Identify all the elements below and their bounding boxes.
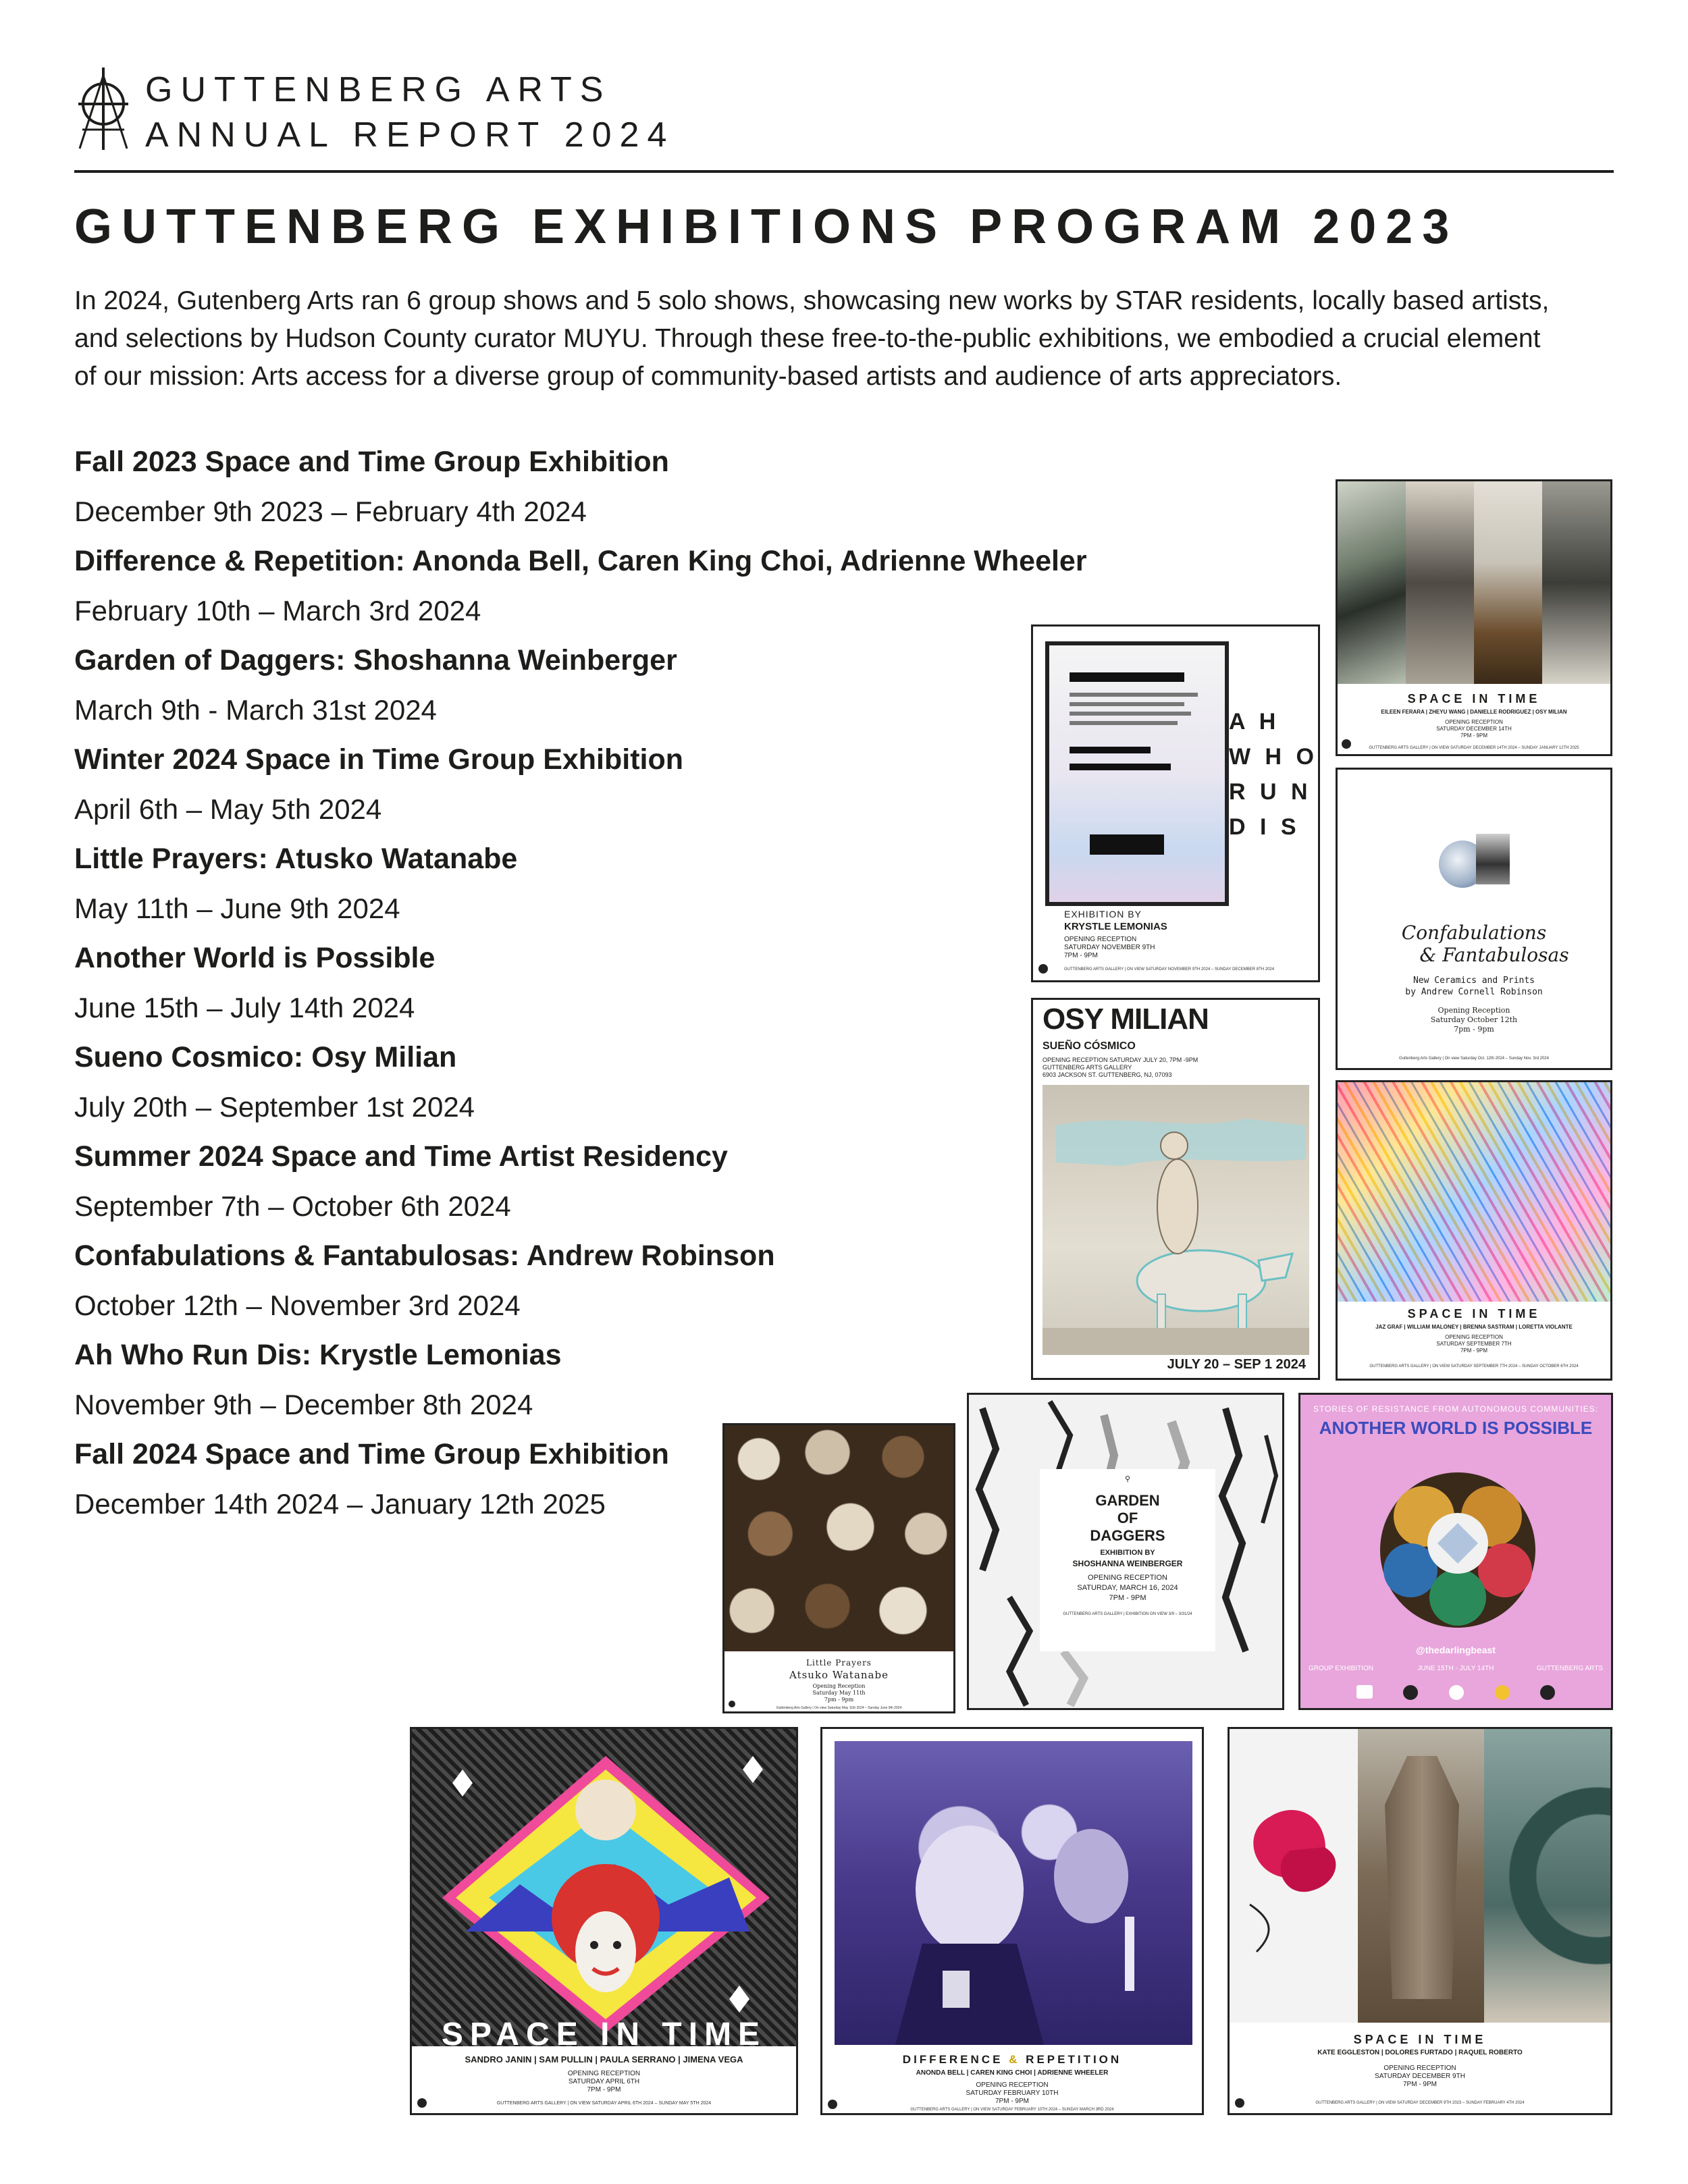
poster-artist: OSY MILIAN: [1043, 1003, 1209, 1036]
exhibition-title: Difference & Repetition: Anonda Bell, Caren King Choi, Adrienne Wheeler: [74, 545, 1087, 577]
poster-reception: OPENING RECEPTION: [1445, 719, 1503, 725]
poster-time: 7PM - 9PM: [1109, 1594, 1146, 1602]
poster-reception: OPENING RECEPTION: [976, 2081, 1049, 2089]
poster-heading: SPACE IN TIME: [1407, 1307, 1541, 1321]
intro-paragraph: [74, 282, 1620, 396]
poster-date: SATURDAY DECEMBER 14TH: [1436, 726, 1512, 732]
exhibition-dates: February 10th – March 3rd 2024: [74, 595, 481, 627]
intro-line: and selections by Hudson County curator MUYU. Through these free-to-the-public exhibitions, we embodied a crucial element: [74, 324, 1541, 353]
poster-artists: ANONDA BELL | CAREN KING CHOI | ADRIENNE WHEELER: [916, 2069, 1109, 2077]
exhibition-title: Sueno Cosmico: Osy Milian: [74, 1041, 457, 1073]
poster-date: SATURDAY FEBRUARY 10TH: [966, 2089, 1059, 2097]
poster-artwork: [835, 1741, 1192, 2045]
exhibition-dates: October 12th – November 3rd 2024: [74, 1289, 521, 1321]
gallery-badge-icon: [417, 2098, 427, 2108]
poster-reception: Opening Reception: [812, 1683, 866, 1689]
poster-artwork: [1230, 1729, 1610, 2023]
poster-footer: GUTTENBERG ARTS GALLERY | ON VIEW SATURDAY DECEMBER 14TH 2024 – SUNDAY JANUARY 12TH 2025: [1369, 746, 1579, 750]
poster-info-panel: [1040, 1469, 1215, 1651]
poster-heading-part: REPETITION: [1026, 2053, 1122, 2066]
exhibition-title: Winter 2024 Space in Time Group Exhibition: [74, 743, 684, 776]
poster-reception: OPENING RECEPTION: [1383, 2065, 1456, 2072]
poster-title-word: R U N: [1229, 779, 1312, 805]
poster-space-in-time-summer-2024: [1336, 1080, 1612, 1381]
poster-title: ANOTHER WORLD IS POSSIBLE: [1319, 1418, 1593, 1438]
poster-heading: SPACE IN TIME: [441, 2017, 767, 2052]
poster-footer: Guttenberg Arts Gallery | On view Saturday May 11th 2024 – Sunday June 9th 2024: [776, 1706, 902, 1710]
poster-artist: SHOSHANNA WEINBERGER: [1072, 1559, 1183, 1568]
poster-difference-repetition: [820, 1727, 1204, 2115]
sponsor-logos: [1341, 1685, 1571, 1703]
poster-artwork: [1045, 641, 1229, 906]
poster-time: 7PM - 9PM: [1460, 733, 1487, 739]
exhibition-dates: July 20th – September 1st 2024: [74, 1091, 475, 1123]
poster-title-line: Confabulations: [1401, 922, 1547, 944]
exhibition-dates: May 11th – June 9th 2024: [74, 893, 400, 924]
poster-footer: GUTTENBERG ARTS GALLERY | ON VIEW SATURDAY FEBRUARY 10TH 2024 – SUNDAY MARCH 3RD 2024: [910, 2108, 1114, 2112]
exhibition-dates: April 6th – May 5th 2024: [74, 793, 382, 825]
exhibition-item: [74, 1132, 1087, 1231]
exhibition-item: [74, 934, 1087, 1033]
poster-reception: OPENING RECEPTION: [567, 2070, 641, 2077]
poster-time: 7pm - 9pm: [1454, 1025, 1494, 1034]
poster-ah-who-run-dis: [1031, 624, 1320, 982]
exhibition-dates: December 14th 2024 – January 12th 2025: [74, 1488, 606, 1520]
poster-artwork: [724, 1425, 953, 1651]
exhibition-item: [74, 834, 1087, 934]
page-title: GUTTENBERG EXHIBITIONS PROGRAM 2023: [74, 200, 1459, 254]
poster-title-line: OF: [1117, 1510, 1138, 1526]
exhibition-dates: November 9th – December 8th 2024: [74, 1389, 533, 1420]
exhibition-item: [74, 636, 1087, 735]
poster-footer: GUTTENBERG ARTS GALLERY | ON VIEW SATURDAY DECEMBER 9TH 2023 – SUNDAY FEBRUARY 4TH 2024: [1315, 2101, 1525, 2105]
exhibition-dates: March 9th - March 31st 2024: [74, 694, 437, 726]
poster-osy-milian: [1031, 998, 1320, 1380]
report-name: ANNUAL REPORT 2024: [145, 115, 675, 155]
poster-footer: Guttenberg Arts Gallery | On view Saturday Oct. 12th 2024 – Sunday Nov. 3rd 2024: [1399, 1057, 1549, 1061]
poster-date: Saturday May 11th: [812, 1690, 866, 1696]
exhibition-list: [74, 437, 1087, 1529]
poster-garden-of-daggers: [967, 1393, 1284, 1710]
poster-date: SATURDAY APRIL 6TH: [568, 2078, 640, 2085]
poster-reception: OPENING RECEPTION: [1088, 1574, 1167, 1582]
poster-footer: GUTTENBERG ARTS GALLERY | ON VIEW SATURDAY SEPTEMBER 7TH 2024 – SUNDAY OCTOBER 6TH 2024: [1369, 1364, 1579, 1368]
poster-artwork: [1439, 834, 1513, 888]
poster-reception: OPENING RECEPTION: [1064, 936, 1137, 943]
exhibition-item: [74, 1331, 1087, 1430]
poster-date: SATURDAY, MARCH 16, 2024: [1077, 1584, 1178, 1592]
poster-subtitle: New Ceramics and Prints: [1413, 976, 1535, 986]
poster-date: SATURDAY NOVEMBER 9TH: [1064, 944, 1155, 951]
poster-title-line: DAGGERS: [1090, 1527, 1165, 1544]
exhibition-title: Confabulations & Fantabulosas: Andrew Robinson: [74, 1240, 775, 1272]
poster-time: 7PM - 9PM: [1402, 2081, 1437, 2088]
poster-date: SATURDAY SEPTEMBER 7TH: [1436, 1341, 1512, 1347]
exhibition-title: Fall 2024 Space and Time Group Exhibition: [74, 1438, 669, 1470]
poster-title-line: GARDEN: [1095, 1492, 1160, 1509]
poster-heading: SPACE IN TIME: [1407, 692, 1541, 705]
exhibition-item: [74, 1231, 1087, 1331]
poster-artists: SANDRO JANIN | SAM PULLIN | PAULA SERRANO | JIMENA VEGA: [465, 2054, 743, 2065]
poster-artwork: [1043, 1085, 1309, 1355]
poster-by: EXHIBITION BY: [1100, 1549, 1155, 1557]
poster-heading-part: DIFFERENCE: [902, 2053, 1003, 2066]
gallery-logo-icon: ⚲: [1124, 1475, 1131, 1483]
gallery-badge-icon: [1342, 739, 1351, 749]
poster-another-world-is-possible: [1298, 1393, 1613, 1710]
guttenberg-arts-logo-icon: [73, 62, 134, 153]
exhibition-title: Little Prayers: Atusko Watanabe: [74, 843, 518, 875]
gallery-badge-icon: [1235, 2098, 1244, 2108]
exhibition-item: [74, 437, 1087, 537]
poster-confabulations: [1336, 768, 1612, 1070]
poster-footer: GUTTENBERG ARTS GALLERY | EXHIBITION ON VIEW 3/9 – 3/31/24: [1063, 1612, 1192, 1616]
poster-footer: GUTTENBERG ARTS GALLERY | ON VIEW SATURDAY NOVEMBER 9TH 2024 – SUNDAY DECEMBER 8TH 2024: [1064, 967, 1275, 971]
poster-space-in-time-winter-2024: [410, 1727, 798, 2115]
poster-date: Saturday October 12th: [1430, 1015, 1518, 1024]
poster-space-in-time-fall-2023: [1228, 1727, 1612, 2115]
poster-by: EXHIBITION BY: [1064, 909, 1142, 920]
poster-title: Little Prayers: [806, 1658, 872, 1668]
poster-date: SATURDAY DECEMBER 9TH: [1375, 2073, 1465, 2080]
poster-title-line: & Fantabulosas: [1419, 944, 1569, 966]
poster-time: 7PM - 9PM: [995, 2098, 1029, 2105]
poster-heading: [822, 2053, 1202, 2067]
gallery-badge-icon: [828, 2100, 837, 2109]
poster-heading-amp: &: [1009, 2053, 1020, 2066]
poster-subtitle: SUEÑO CÓSMICO: [1043, 1040, 1136, 1052]
poster-handle: @thedarlingbeast: [1416, 1645, 1496, 1655]
poster-artwork: [412, 1729, 796, 2046]
poster-line: OPENING RECEPTION SATURDAY JULY 20, 7PM -9PM: [1043, 1057, 1198, 1063]
poster-little-prayers: [722, 1423, 955, 1713]
poster-space-in-time-fall-2024: [1336, 479, 1612, 756]
intro-line: In 2024, Gutenberg Arts ran 6 group shows and 5 solo shows, showcasing new works by STAR residents, locally based artists,: [74, 286, 1550, 315]
poster-footer-mid: JUNE 15TH - JULY 14TH: [1417, 1665, 1494, 1672]
poster-line: GUTTENBERG ARTS GALLERY: [1043, 1064, 1132, 1071]
exhibition-dates: September 7th – October 6th 2024: [74, 1190, 511, 1222]
poster-title-word: D I S: [1229, 814, 1300, 840]
poster-line: 6903 JACKSON ST. GUTTENBERG, NJ, 07093: [1043, 1071, 1172, 1078]
poster-title-word: W H O: [1229, 744, 1318, 770]
poster-artist: KRYSTLE LEMONIAS: [1064, 921, 1167, 932]
exhibition-item: [74, 537, 1087, 636]
poster-tagline: STORIES OF RESISTANCE FROM AUTONOMOUS COMMUNITIES:: [1313, 1404, 1599, 1414]
exhibition-title: Ah Who Run Dis: Krystle Lemonias: [74, 1339, 562, 1371]
header-divider: [74, 170, 1614, 173]
poster-footer-right: GUTTENBERG ARTS: [1536, 1665, 1603, 1672]
poster-artwork: [1338, 481, 1610, 684]
poster-time: 7pm - 9pm: [824, 1697, 854, 1703]
poster-reception: Opening Reception: [1438, 1006, 1510, 1015]
exhibition-item: [74, 1033, 1087, 1132]
poster-time: 7PM - 9PM: [1460, 1348, 1487, 1354]
exhibition-title: Summer 2024 Space and Time Artist Residency: [74, 1140, 728, 1173]
poster-title: [1229, 704, 1318, 845]
gallery-badge-icon: [729, 1701, 735, 1707]
exhibition-dates: June 15th – July 14th 2024: [74, 992, 415, 1023]
poster-footer-left: GROUP EXHIBITION: [1309, 1665, 1373, 1672]
poster-artwork: [1338, 1082, 1610, 1302]
exhibition-item: [74, 735, 1087, 834]
poster-subtitle: by Andrew Cornell Robinson: [1405, 987, 1543, 997]
poster-time: 7PM - 9PM: [587, 2086, 621, 2094]
poster-reception: OPENING RECEPTION: [1445, 1334, 1503, 1340]
poster-artwork: [1363, 1462, 1552, 1638]
gallery-badge-icon: [1038, 964, 1048, 974]
exhibition-dates: December 9th 2023 – February 4th 2024: [74, 496, 587, 527]
poster-heading: SPACE IN TIME: [1353, 2033, 1487, 2046]
poster-artists: KATE EGGLESTON | DOLORES FURTADO | RAQUEL ROBERTO: [1317, 2049, 1523, 2056]
poster-time: 7PM - 9PM: [1064, 952, 1099, 959]
exhibition-title: Fall 2023 Space and Time Group Exhibition: [74, 446, 669, 478]
org-name: GUTTENBERG ARTS: [145, 70, 612, 109]
poster-artists: JAZ GRAF | WILLIAM MALONEY | BRENNA SASTRAM | LORETTA VIOLANTE: [1375, 1324, 1573, 1330]
exhibition-title: Garden of Daggers: Shoshanna Weinberger: [74, 644, 677, 676]
exhibition-title: Another World is Possible: [74, 942, 436, 974]
poster-dates: JULY 20 – SEP 1 2024: [1167, 1357, 1306, 1372]
intro-line: of our mission: Arts access for a diverse group of community-based artists and audience of arts appreciators.: [74, 362, 1342, 391]
poster-artist: Atsuko Watanabe: [789, 1669, 889, 1681]
poster-footer: GUTTENBERG ARTS GALLERY | ON VIEW SATURDAY APRIL 6TH 2024 – SUNDAY MAY 5TH 2024: [496, 2101, 712, 2106]
poster-artists: EILEEN FERARA | ZHEYU WANG | DANIELLE RODRIGUEZ | OSY MILIAN: [1381, 709, 1567, 715]
poster-title-word: A H: [1229, 709, 1280, 735]
